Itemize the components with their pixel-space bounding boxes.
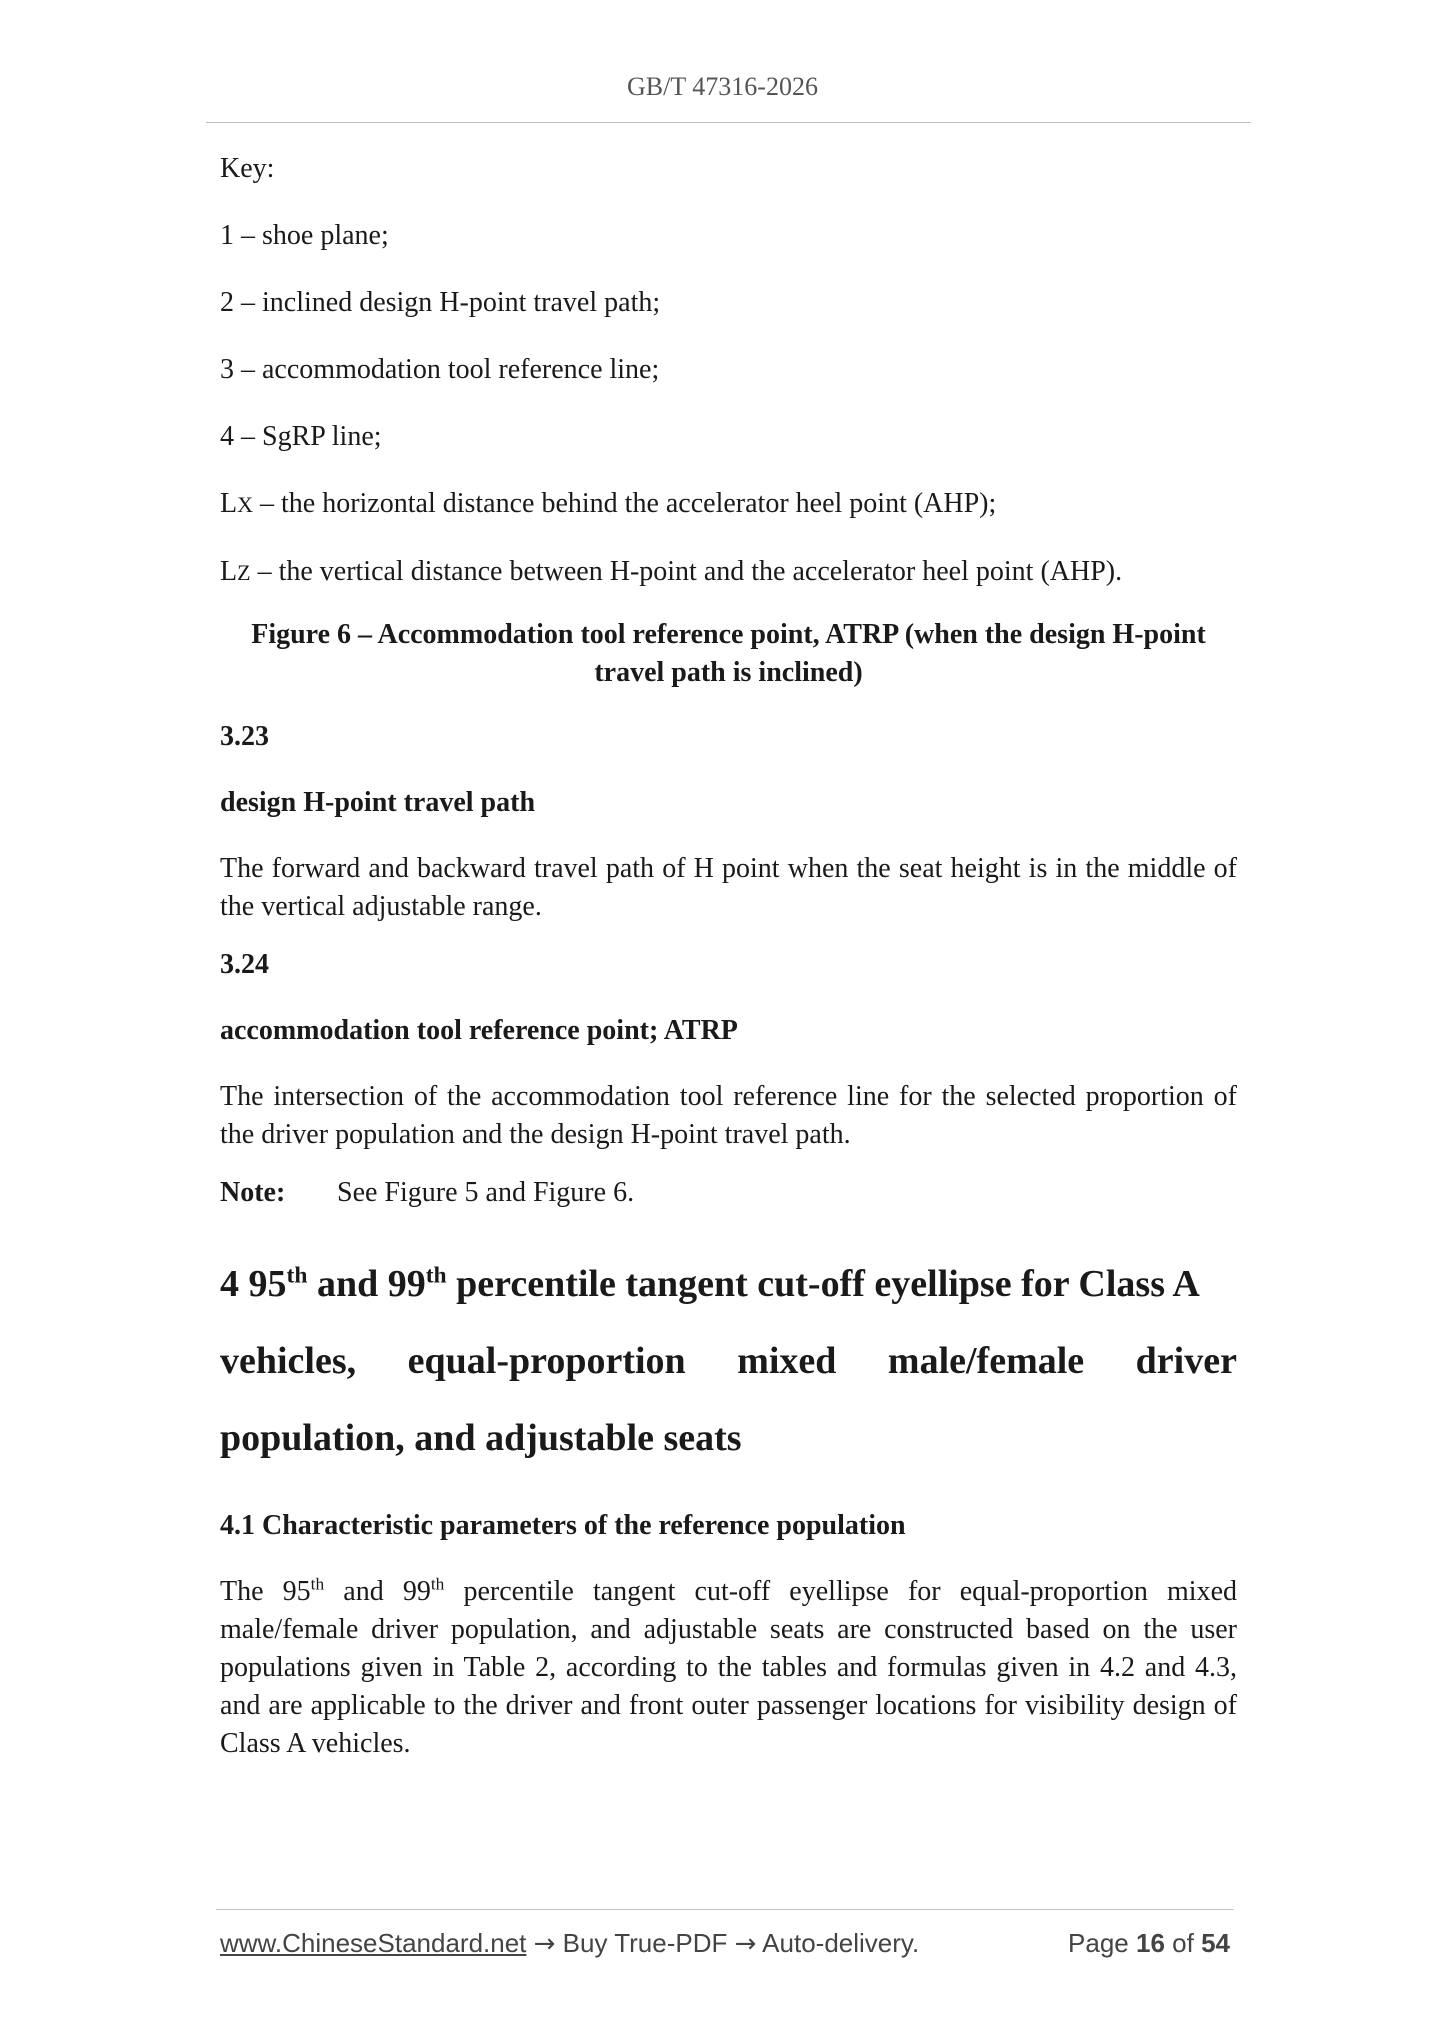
paragraph-sup-1: th [310, 1574, 325, 1594]
page-total: 54 [1201, 1928, 1230, 1958]
section-4-word: driver [1135, 1340, 1237, 1382]
section-4-prefix: 4 95 [220, 1263, 287, 1305]
section-4-rest: percentile tangent cut-off eyellipse for Class A [446, 1263, 1200, 1305]
page-number [1068, 1928, 1230, 1959]
section-4-word: male/female [887, 1340, 1085, 1382]
figure-caption-line-2: travel path is inclined) [594, 657, 863, 688]
clause-3-24-number: 3.24 [220, 949, 269, 980]
clause-3-23-number: 3.23 [220, 721, 269, 752]
figure-caption [220, 616, 1237, 692]
lz-text: – the vertical distance between H-point and the accelerator heel point (AHP). [250, 556, 1123, 587]
section-4-mid: and 99 [307, 1263, 426, 1305]
clause-3-23-term: design H-point travel path [220, 787, 536, 818]
clause-3-24-term: accommodation tool reference point; ATRP [220, 1015, 738, 1046]
lx-text: – the horizontal distance behind the accelerator heel point (AHP); [253, 488, 997, 519]
section-4-heading [220, 1246, 1237, 1477]
section-4-1-paragraph [220, 1573, 1237, 1763]
section-4-heading-line-3: population, and adjustable seats [220, 1417, 742, 1459]
note-label: Note: [220, 1177, 286, 1208]
lz-symbol: L [220, 556, 238, 587]
paragraph-start: The 95 [220, 1576, 311, 1607]
footer-buy-text: Buy True-PDF [555, 1928, 735, 1958]
key-item-3: 3 – accommodation tool reference line; [220, 354, 660, 385]
key-item-lx [220, 485, 1237, 524]
key-item-4: 4 – SgRP line; [220, 421, 382, 452]
paragraph-mid: and 99 [324, 1576, 431, 1607]
of-word: of [1172, 1928, 1194, 1958]
footer-promo [220, 1928, 919, 1959]
arrow-right-icon: → [533, 1929, 556, 1959]
lx-symbol: L [220, 488, 238, 519]
section-4-sup-1: th [286, 1262, 308, 1289]
clause-3-24-definition: The intersection of the accommodation tool reference line for the selected proportion of the driver population and the design H-point travel path. [220, 1081, 1237, 1150]
lz-subscript: Z [237, 560, 251, 585]
footer-auto-text: Auto-delivery. [756, 1928, 920, 1958]
key-title: Key: [220, 153, 275, 184]
page-footer [220, 1928, 1230, 1959]
website-link[interactable]: www.ChineseStandard.net [220, 1928, 527, 1958]
section-4-word: mixed [737, 1340, 837, 1382]
arrow-right-icon: → [734, 1929, 757, 1959]
document-header: GB/T 47316-2026 [627, 72, 818, 101]
footer-rule [216, 1909, 1234, 1910]
page-word: Page [1068, 1928, 1129, 1958]
key-item-lz [220, 553, 1237, 592]
figure-caption-line-1: Figure 6 – Accommodation tool reference point, ATRP (when the design H-point [251, 619, 1206, 650]
clause-3-23-definition: The forward and backward travel path of H point when the seat height is in the middle of the vertical adjustable range. [220, 853, 1237, 922]
page-current: 16 [1136, 1928, 1165, 1958]
header-rule [206, 122, 1251, 123]
page-content [220, 150, 1237, 1763]
clause-3-24-note [220, 1174, 1237, 1212]
section-4-sup-2: th [425, 1262, 447, 1289]
key-item-2: 2 – inclined design H-point travel path; [220, 287, 661, 318]
section-4-heading-line-2 [220, 1323, 1237, 1400]
section-4-heading-line-1 [220, 1246, 1237, 1323]
note-text: See Figure 5 and Figure 6. [337, 1177, 635, 1208]
paragraph-rest: percentile tangent cut-off eyellipse for equal-proportion mixed male/female driver population, and adjustable seats are constructed based on the user populations given in Table 2, according to the tables and formulas given in 4.2 and 4.3, and are applicable to the driver and front outer passenger locations for visibility design of Class A vehicles. [220, 1576, 1237, 1759]
section-4-word: equal-proportion [407, 1340, 686, 1382]
section-4-word: vehicles, [220, 1340, 357, 1382]
key-item-1: 1 – shoe plane; [220, 220, 389, 251]
lx-subscript: X [237, 492, 253, 517]
section-4-1-title: 4.1 Characteristic parameters of the reference population [220, 1510, 906, 1541]
paragraph-sup-2: th [430, 1574, 445, 1594]
